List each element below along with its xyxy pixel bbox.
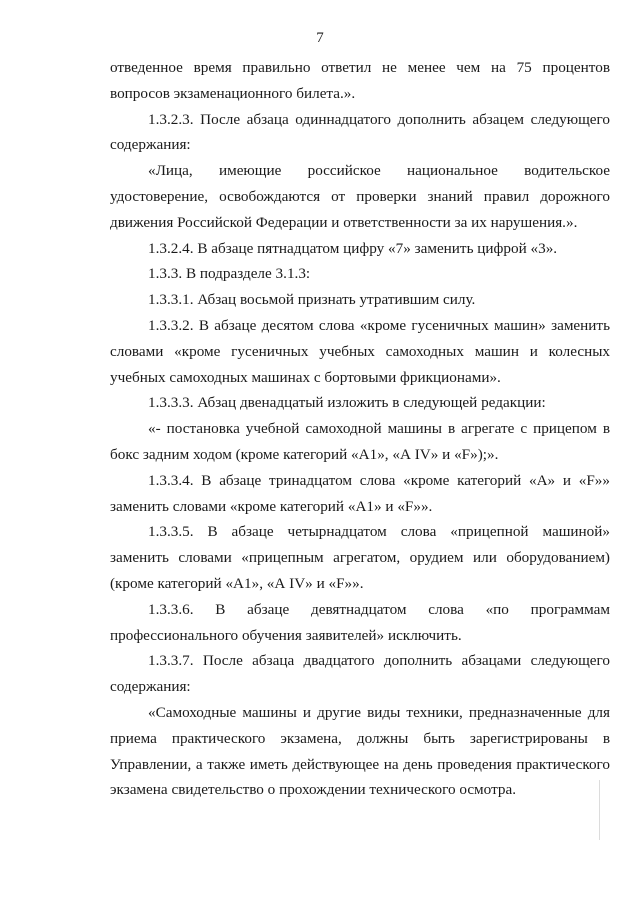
paragraph-1-3-3-5: 1.3.3.5. В абзаце четырнадцатом слова «прицепной машиной» заменить словами «прицепным агрегатом, орудием или оборудованием) (кроме категорий «А1», «А IV» и «F»». <box>110 523 610 592</box>
document-body <box>110 55 610 803</box>
paragraph-1-3-2-4: 1.3.2.4. В абзаце пятнадцатом цифру «7» заменить цифрой «3». <box>148 239 558 257</box>
paragraph-1-3-2-3: 1.3.2.3. После абзаца одиннадцатого дополнить абзацем следующего содержания: <box>110 110 610 154</box>
paragraph-1-3-3: 1.3.3. В подразделе 3.1.3: <box>148 265 311 283</box>
paragraph-quote-parking: «- постановка учебной самоходной машины в агрегате с прицепом в бокс задним ходом (кроме категорий «А1», «А IV» и «F»);». <box>110 420 610 463</box>
paragraph-1-3-3-6: 1.3.3.6. В абзаце девятнадцатом слова «по программам профессионального обучения заявителей» исключить. <box>110 600 610 644</box>
paragraph-1-3-3-2: 1.3.3.2. В абзаце десятом слова «кроме гусеничных машин» заменить словами «кроме гусеничных учебных самоходных машин и колесных учебных самоходных машинах с бортовыми фрикционами». <box>110 316 610 386</box>
scan-artifact-line <box>599 780 600 840</box>
paragraph-quote-licenses: «Лица, имеющие российское национальное водительское удостоверение, освобождаются от проверки знаний правил дорожного движения Российской Федерации и ответственности за их нарушения.». <box>110 162 610 231</box>
paragraph-1-3-3-3: 1.3.3.3. Абзац двенадцатый изложить в следующей редакции: <box>148 394 546 412</box>
paragraph-quote-machines: «Самоходные машины и другие виды техники, предназначенные для приема практического экзамена, должны быть зарегистрированы в Управлении, а также иметь действующее на день проведения практического экзамена свидетельство о прохождении технического осмотра. <box>110 703 610 799</box>
paragraph-continuation: отведенное время правильно ответил не менее чем на 75 процентов вопросов экзаменационного билета.». <box>110 59 610 102</box>
paragraph-1-3-3-1: 1.3.3.1. Абзац восьмой признать утратившим силу. <box>148 291 476 309</box>
paragraph-1-3-3-7: 1.3.3.7. После абзаца двадцатого дополнить абзацами следующего содержания: <box>110 652 610 696</box>
paragraph-1-3-3-4: 1.3.3.4. В абзаце тринадцатом слова «кроме категорий «А» и «F»» заменить словами «кроме категорий «А1» и «F»». <box>110 471 610 515</box>
page-number: 7 <box>316 30 324 46</box>
